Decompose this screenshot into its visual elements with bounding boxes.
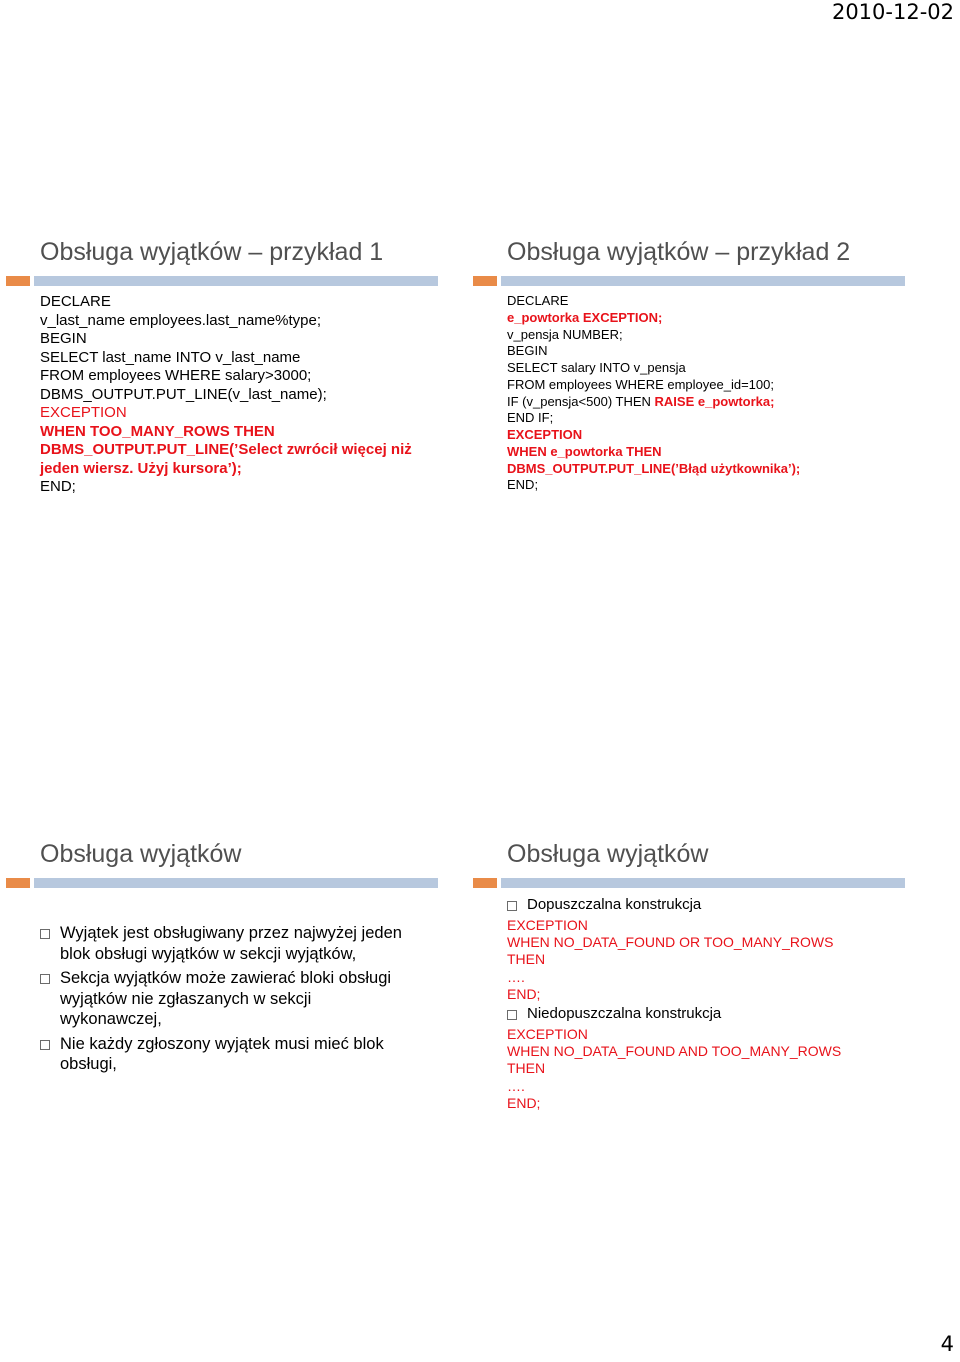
code-line: WHEN NO_DATA_FOUND OR TOO_MANY_ROWS [507,934,834,950]
slide-example-1 [6,238,446,508]
bullet-text-line: blok obsługi wyjątków w sekcji wyjątków, [60,944,357,963]
square-bullet-icon [507,1010,517,1020]
bullet-text-line: wyjątków nie zgłaszanych w sekcji [60,989,312,1008]
code-line [507,293,800,310]
code-block [507,293,800,494]
code-line [507,327,800,344]
code-line [507,477,800,494]
code-line [507,410,800,427]
code-line: v_last_name employees.last_name%type; [40,311,321,329]
code-token: DECLARE [507,293,569,308]
code-token: EXCEPTION [507,427,583,442]
bullet-text-line: wykonawczej, [60,1010,162,1028]
bullet-item [40,923,402,964]
code-token: e_powtorka EXCEPTION; [507,309,663,325]
square-bullet-icon [40,1040,50,1050]
code-line [507,444,800,461]
bullet-text: Niedopuszczalna konstrukcja [527,1005,722,1022]
code-line: EXCEPTION [507,1026,588,1042]
bullet-item [40,1034,402,1075]
code-token: END IF; [507,410,554,426]
code-token: v_pensja NUMBER; [507,326,623,342]
code-token: END; [507,477,539,493]
bullet-item [507,1005,841,1023]
code-line: EXCEPTION [40,404,127,421]
bullet-item [507,896,841,914]
bullet-text-line: Sekcja wyjątków może zawierać bloki obsługi [60,969,392,987]
bullet-text-line: obsługi, [60,1055,117,1073]
bullet-text: Dopuszczalna konstrukcja [527,896,702,913]
code-line: THEN [507,951,546,967]
code-line: THEN [507,1060,546,1076]
slide-example-2 [473,238,913,508]
code-line [507,310,800,327]
page-number: 4 [940,1332,954,1356]
title-divider [6,878,438,888]
square-bullet-icon [40,929,50,939]
code-line [507,360,800,377]
document-date: 2010-12-02 [831,0,954,24]
code-token: BEGIN [507,343,548,359]
square-bullet-icon [40,974,50,984]
construct-list [507,896,841,1114]
code-line: FROM employees WHERE salary>3000; [40,367,312,384]
square-bullet-icon [507,901,517,911]
slide-title: Obsługa wyjątków – przykład 1 [40,238,384,266]
code-line [507,394,800,411]
code-line: END; [507,986,541,1002]
code-line [507,343,800,360]
slide-allowed-constructs [473,840,913,1110]
code-line: SELECT last_name INTO v_last_name [40,348,301,366]
bullet-text-line: Wyjątek jest obsługiwany przez najwyżej jeden [60,924,402,942]
code-line: WHEN NO_DATA_FOUND AND TOO_MANY_ROWS [507,1043,842,1059]
code-token: FROM employees WHERE employee_id=100; [507,376,774,392]
slide-title: Obsługa wyjątków [507,840,709,868]
bullet-list [40,923,402,1079]
title-divider [473,878,905,888]
code-line: EXCEPTION [507,917,588,933]
title-divider [6,276,438,286]
code-line: DECLARE [40,293,111,310]
code-line: BEGIN [40,330,87,347]
code-line: END; [40,478,76,495]
code-line: END; [507,1095,541,1111]
code-token: RAISE e_powtorka; [654,393,775,409]
code-line [507,377,800,394]
code-line: DBMS_OUTPUT.PUT_LINE(v_last_name); [40,385,327,403]
code-token: IF (v_pensja<500) THEN [507,393,655,409]
bullet-item [40,968,402,1030]
code-line: …. [507,969,525,985]
code-line: jeden wiersz. Użyj kursora’); [40,459,242,477]
code-line: DBMS_OUTPUT.PUT_LINE(’Select zwrócił więcej niż [40,441,412,458]
code-line [507,427,800,444]
bullet-text-line: Nie każdy zgłoszony wyjątek musi mieć blok [60,1034,384,1053]
title-divider [473,276,905,286]
code-token: SELECT salary INTO v_pensja [507,360,686,375]
code-block [40,293,412,497]
code-line [507,461,800,478]
code-line: …. [507,1078,525,1094]
code-token: DBMS_OUTPUT.PUT_LINE(’Błąd użytkownika’); [507,460,801,476]
code-token: WHEN e_powtorka THEN [507,443,662,459]
slide-exception-rules [6,840,446,1100]
slide-title: Obsługa wyjątków – przykład 2 [507,238,851,266]
slide-title: Obsługa wyjątków [40,840,242,868]
code-line: WHEN TOO_MANY_ROWS THEN [40,422,275,440]
